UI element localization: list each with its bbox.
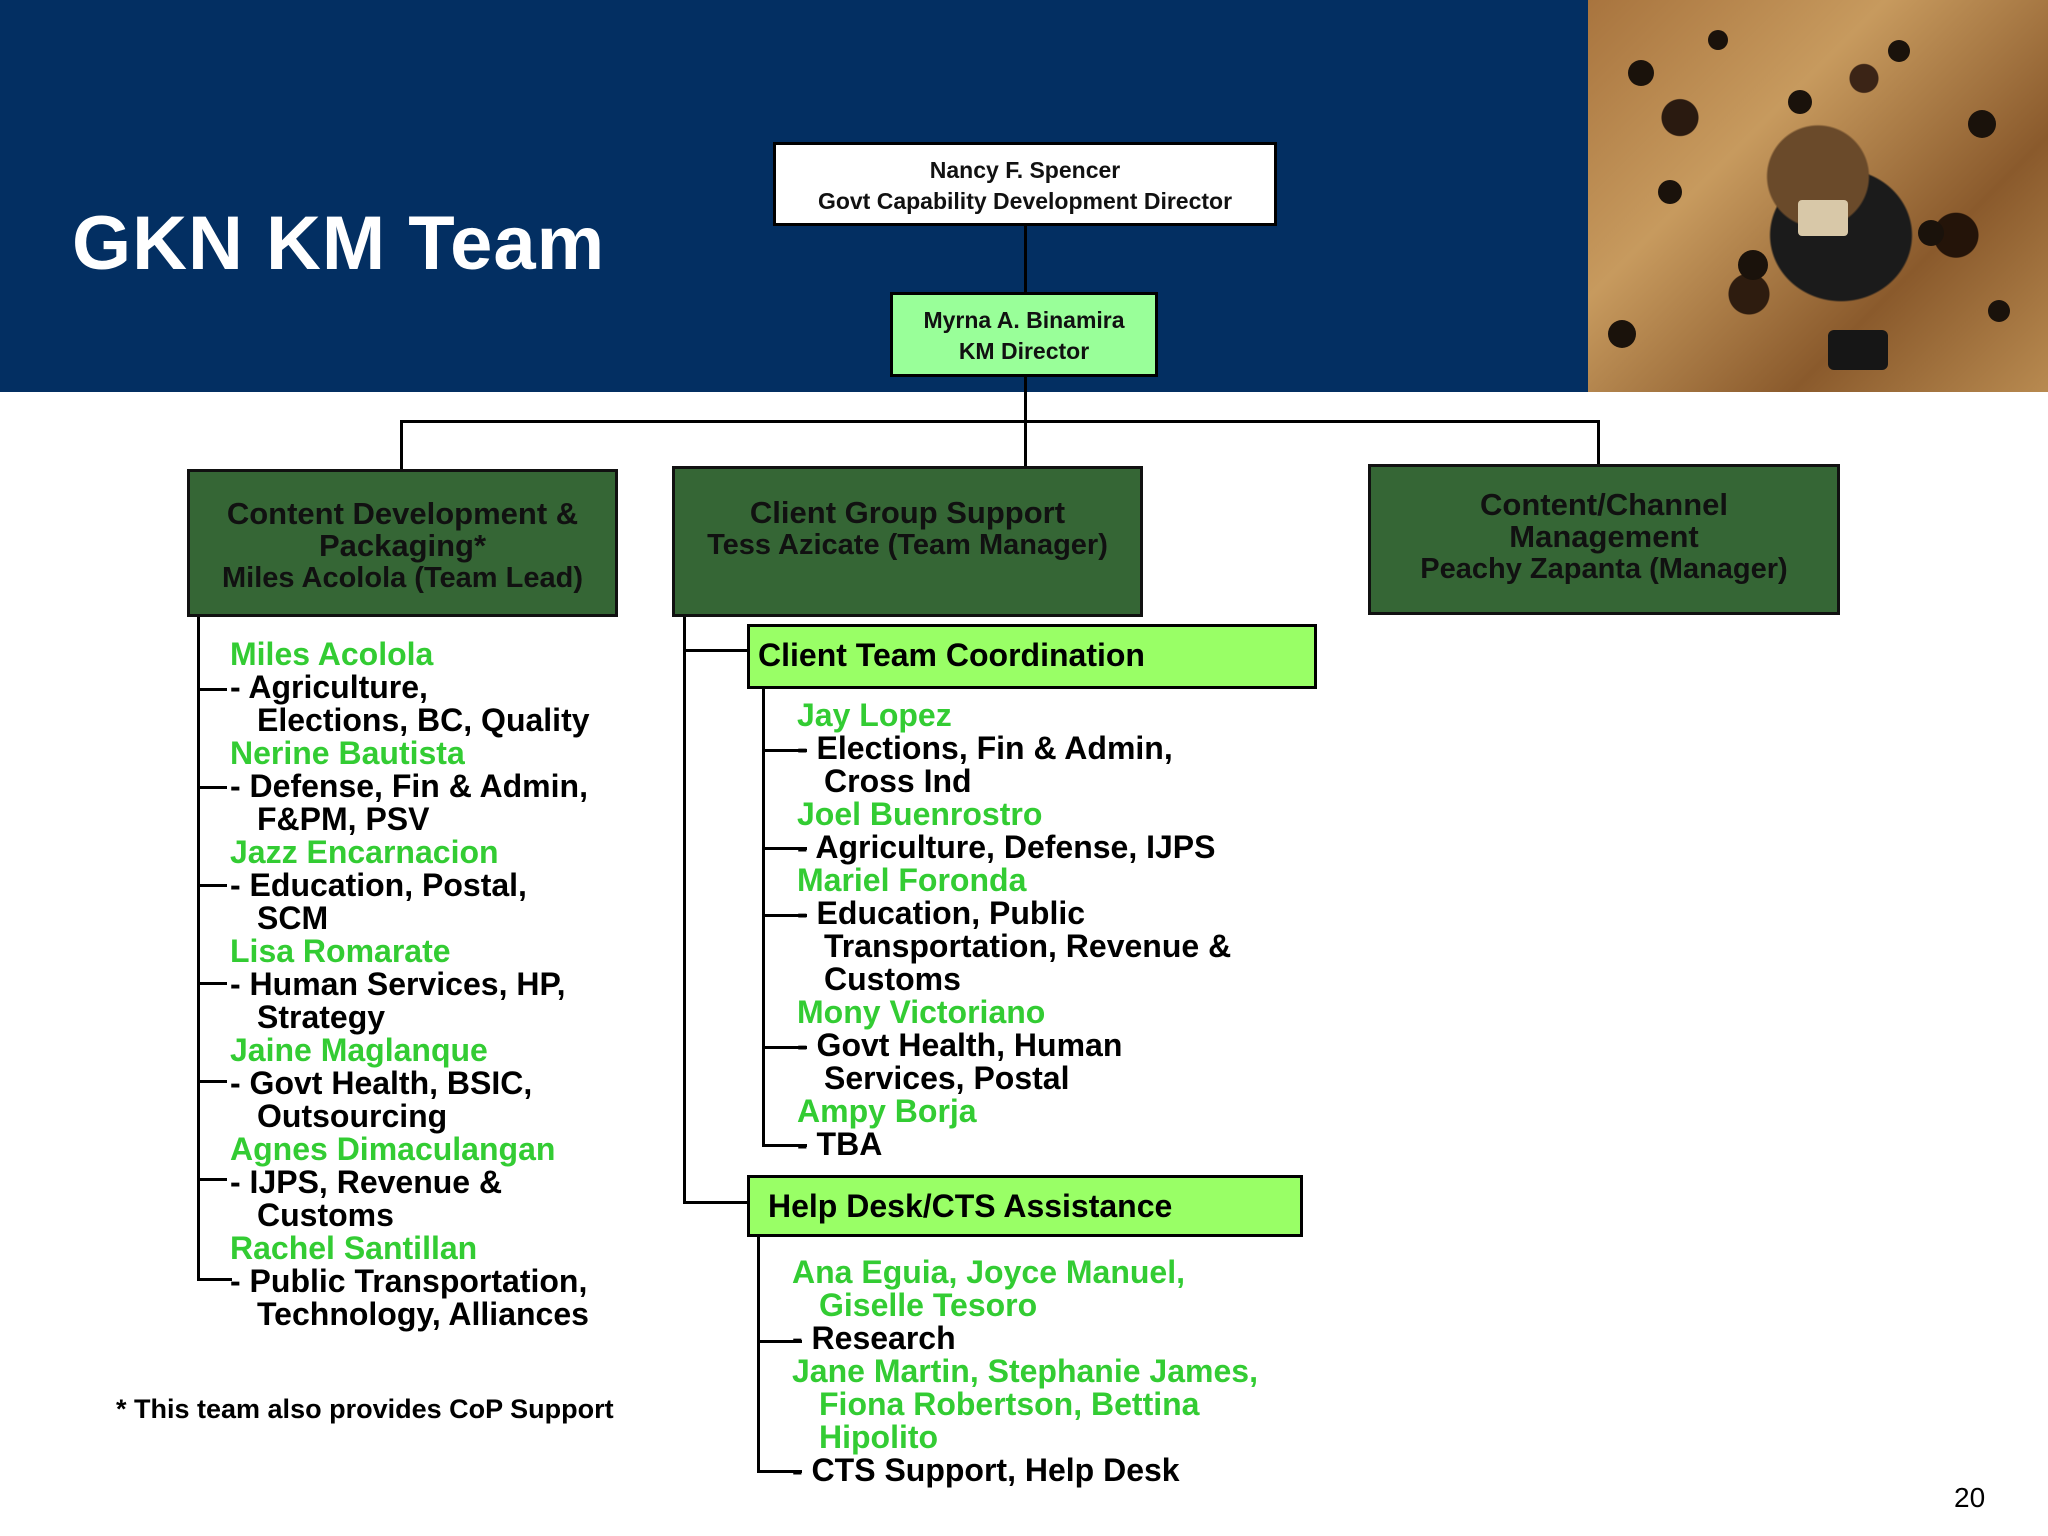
team-lead: Tess Azicate (Team Manager)	[707, 529, 1108, 561]
team-lead: Miles Acolola (Team Lead)	[222, 562, 583, 594]
slide-title: GKN KM Team	[72, 201, 606, 286]
member-assignment: Elections, BC, Quality	[257, 702, 590, 738]
footnote: * This team also provides CoP Support	[116, 1394, 614, 1424]
member-name: Lisa Romarate	[230, 933, 451, 969]
tree-branch	[683, 1201, 748, 1204]
member-assignment: Strategy	[257, 999, 386, 1035]
director-role: Govt Capability Development Director	[817, 188, 1233, 214]
member-assignment: - Education, Postal,	[230, 867, 527, 903]
km-director-role: KM Director	[958, 338, 1090, 364]
member-assignment: Services, Postal	[824, 1060, 1070, 1096]
member-assignment: Technology, Alliances	[257, 1296, 589, 1332]
member-assignment: - Govt Health, BSIC,	[230, 1065, 533, 1101]
member-assignment: Customs	[257, 1197, 394, 1233]
member-assignment: Cross Ind	[824, 763, 972, 799]
member-list-content-development	[230, 638, 590, 1331]
member-name: Jane Martin, Stephanie James,	[792, 1353, 1258, 1389]
member-name: Fiona Robertson, Bettina	[819, 1386, 1200, 1422]
member-assignment: - Elections, Fin & Admin,	[797, 730, 1173, 766]
member-assignment: Transportation, Revenue &	[824, 928, 1232, 964]
member-assignment: - Govt Health, Human	[797, 1027, 1123, 1063]
team-title-line: Content/Channel	[1480, 487, 1728, 522]
tree-line	[762, 689, 765, 1146]
member-name: Giselle Tesoro	[819, 1287, 1038, 1323]
member-assignment: - Agriculture,	[230, 669, 428, 705]
member-assignment: - CTS Support, Help Desk	[792, 1452, 1180, 1488]
member-name: Joel Buenrostro	[797, 796, 1043, 832]
member-assignment: - Agriculture, Defense, IJPS	[797, 829, 1216, 865]
member-list-client-team-coordination	[797, 699, 1231, 1161]
km-director-box	[890, 292, 1158, 377]
director-name: Nancy F. Spencer	[929, 157, 1121, 183]
team-title-line: Client Group Support	[749, 495, 1066, 530]
orchestra-photo	[1588, 0, 2048, 392]
member-list-help-desk	[792, 1256, 1258, 1487]
km-director-name: Myrna A. Binamira	[923, 307, 1125, 333]
tree-branch	[683, 649, 748, 652]
member-assignment: F&PM, PSV	[257, 801, 430, 837]
member-name: Ana Eguia, Joyce Manuel,	[792, 1254, 1185, 1290]
tree-line	[683, 617, 686, 1203]
team-box-content-channel	[1368, 464, 1840, 615]
member-name: Ampy Borja	[797, 1093, 977, 1129]
member-name: Agnes Dimaculangan	[230, 1131, 556, 1167]
member-name: Jazz Encarnacion	[230, 834, 499, 870]
page-number: 20	[1954, 1482, 1986, 1513]
member-assignment: - IJPS, Revenue &	[230, 1164, 503, 1200]
member-assignment: Outsourcing	[257, 1098, 448, 1134]
member-assignment: Customs	[824, 961, 961, 997]
tree-branch	[197, 688, 227, 691]
connector-line	[1024, 226, 1027, 294]
member-assignment: - Public Transportation,	[230, 1263, 588, 1299]
help-desk-header: Help Desk/CTS Assistance	[747, 1175, 1303, 1237]
team-box-client-group-support	[672, 466, 1143, 617]
member-name: Hipolito	[819, 1419, 939, 1455]
director-box	[773, 142, 1277, 226]
connector-line	[400, 420, 403, 470]
tree-branch	[197, 982, 227, 985]
member-name: Miles Acolola	[230, 636, 434, 672]
member-assignment: - Research	[792, 1320, 956, 1356]
connector-line	[1597, 420, 1600, 466]
tree-line	[197, 617, 200, 1281]
member-assignment: - Defense, Fin & Admin,	[230, 768, 588, 804]
member-assignment: - Human Services, HP,	[230, 966, 566, 1002]
team-title-line: Management	[1509, 519, 1699, 554]
tree-branch	[197, 1080, 227, 1083]
member-assignment: SCM	[257, 900, 329, 936]
member-name: Mony Victoriano	[797, 994, 1046, 1030]
member-assignment: - Education, Public	[797, 895, 1086, 931]
member-name: Rachel Santillan	[230, 1230, 478, 1266]
team-box-content-development	[187, 469, 618, 617]
tree-branch	[197, 1278, 232, 1281]
member-assignment: - TBA	[797, 1126, 883, 1162]
connector-line	[400, 420, 1600, 423]
member-name: Jaine Maglanque	[230, 1032, 488, 1068]
tree-line	[757, 1237, 760, 1471]
team-title-line: Content Development &	[226, 496, 579, 531]
tree-branch	[197, 786, 227, 789]
tree-branch	[197, 1178, 227, 1181]
client-team-coordination-header: Client Team Coordination	[747, 624, 1317, 689]
connector-line	[1024, 377, 1027, 469]
team-lead: Peachy Zapanta (Manager)	[1420, 553, 1788, 585]
member-name: Jay Lopez	[797, 697, 952, 733]
team-title-line: Packaging*	[318, 528, 487, 563]
member-name: Mariel Foronda	[797, 862, 1027, 898]
member-name: Nerine Bautista	[230, 735, 465, 771]
tree-branch	[197, 884, 227, 887]
